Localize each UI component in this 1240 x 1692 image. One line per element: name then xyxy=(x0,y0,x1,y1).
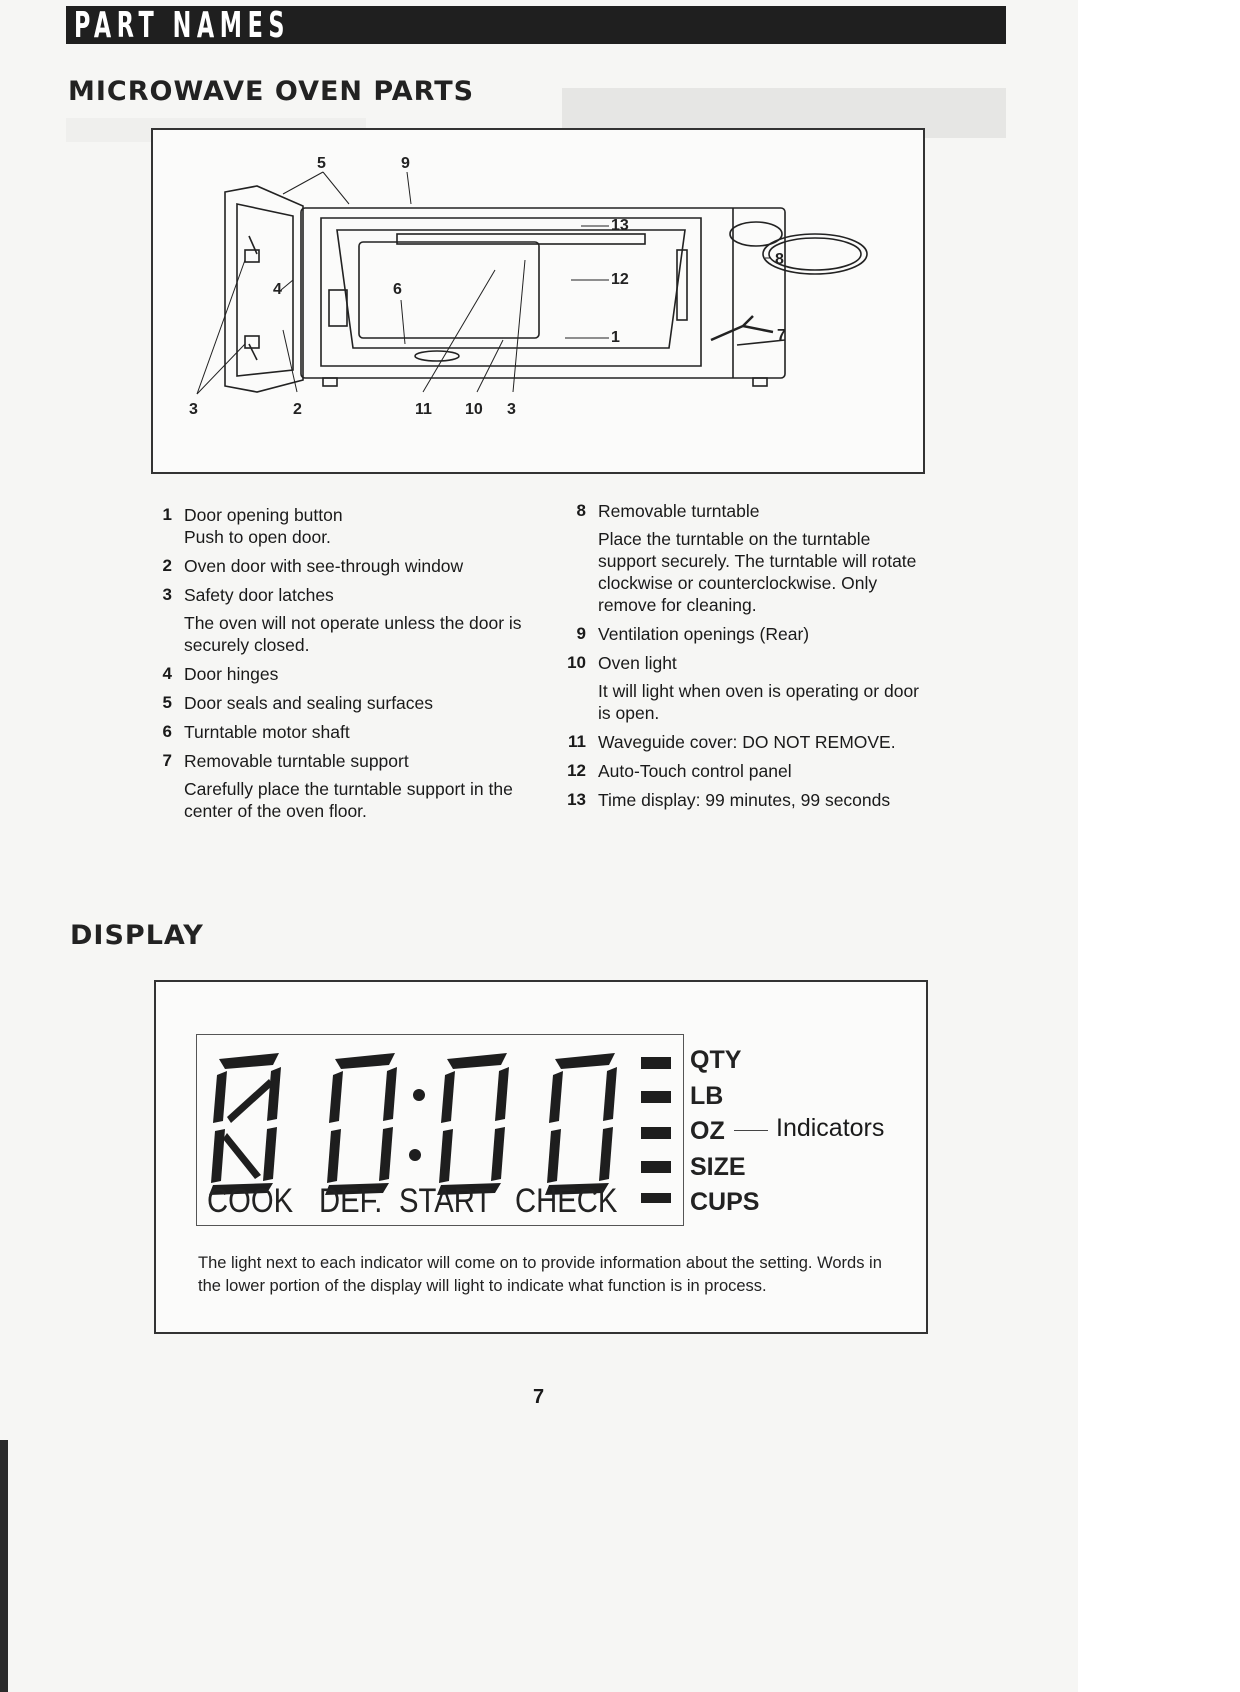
part-name: Safety door latches xyxy=(184,585,334,605)
oven-window-back xyxy=(359,242,539,338)
part-number: 6 xyxy=(162,722,172,741)
callout-label: 8 xyxy=(775,251,784,268)
callout-label: 12 xyxy=(611,271,629,288)
part-number: 4 xyxy=(162,664,172,683)
part-number: 8 xyxy=(576,501,586,520)
list-item xyxy=(564,652,924,724)
cavity-back-wall xyxy=(337,230,685,348)
paper-edge xyxy=(1078,0,1240,1692)
callout-label: 6 xyxy=(393,281,402,298)
oven-foot xyxy=(323,378,337,386)
part-number: 1 xyxy=(162,505,172,524)
oven-cavity xyxy=(321,218,701,366)
list-item xyxy=(564,789,924,811)
part-name: Waveguide cover: DO NOT REMOVE. xyxy=(598,732,896,752)
indicator-oz: OZ xyxy=(690,1117,725,1145)
list-item xyxy=(150,692,530,714)
list-item xyxy=(150,555,530,577)
callout-label: 11 xyxy=(415,401,432,418)
callout-label: 4 xyxy=(273,281,282,298)
list-item xyxy=(150,504,530,548)
parts-list-left xyxy=(150,504,530,829)
part-number: 11 xyxy=(568,732,586,751)
part-number: 13 xyxy=(567,790,586,809)
turntable-motor-shaft xyxy=(415,351,459,361)
indicator-lb: LB xyxy=(690,1082,724,1110)
list-item xyxy=(150,584,530,656)
part-note: Push to open door. xyxy=(184,527,331,547)
part-note: Carefully place the turntable support in the center of the oven floor. xyxy=(184,779,513,821)
part-name: Time display: 99 minutes, 99 seconds xyxy=(598,790,891,810)
part-number: 5 xyxy=(162,693,172,712)
part-name: Oven light xyxy=(598,653,677,673)
microwave-illustration xyxy=(153,130,927,476)
part-number: 9 xyxy=(576,624,586,643)
door-window xyxy=(237,204,293,376)
indicator-size: SIZE xyxy=(690,1153,746,1181)
callout-label: 3 xyxy=(507,401,516,418)
callout-label: 13 xyxy=(611,217,629,234)
oven-parts-diagram xyxy=(151,128,925,474)
scan-edge-strip xyxy=(0,1440,8,1692)
part-number: 2 xyxy=(162,556,172,575)
indicators-label: Indicators xyxy=(776,1114,885,1142)
indicators-leader-line xyxy=(734,1130,768,1131)
lcd-display xyxy=(196,1034,684,1226)
lcd-word-def: DEF. xyxy=(319,1182,383,1220)
display-description: The light next to each indicator will come on to provide information about the setting. Words in the lower portion of the display will light to indicate what function is in process. xyxy=(198,1254,882,1295)
parts-list-right xyxy=(564,500,924,818)
part-name: Removable turntable xyxy=(598,501,760,521)
list-item xyxy=(564,731,924,753)
header-bar xyxy=(66,6,1006,44)
part-name: Door seals and sealing surfaces xyxy=(184,693,434,713)
oven-light-panel xyxy=(677,250,687,320)
list-item xyxy=(564,760,924,782)
list-item xyxy=(564,500,924,616)
turntable-support xyxy=(711,316,773,340)
part-name: Door hinges xyxy=(184,664,279,684)
indicator-qty: QTY xyxy=(690,1046,742,1074)
section-title-display: DISPLAY xyxy=(70,920,204,951)
list-item xyxy=(150,721,530,743)
oven-foot xyxy=(753,378,767,386)
callout-label: 3 xyxy=(189,401,198,418)
lcd-word-start: START xyxy=(399,1182,493,1220)
page-header-title: PART NAMES xyxy=(74,5,291,46)
part-number: 3 xyxy=(162,585,172,604)
list-item xyxy=(564,623,924,645)
indicator-cups: CUPS xyxy=(690,1188,760,1216)
waveguide-cover xyxy=(329,290,347,326)
callout-label: 9 xyxy=(401,155,410,172)
part-name: Ventilation openings (Rear) xyxy=(598,624,810,644)
part-name: Oven door with see-through window xyxy=(184,556,464,576)
lcd-word-check: CHECK xyxy=(515,1182,618,1220)
part-number: 12 xyxy=(567,761,586,780)
part-number: 7 xyxy=(162,751,172,770)
part-name: Door opening button xyxy=(184,505,343,525)
lcd-word-cook: COOK xyxy=(207,1182,294,1220)
display-diagram xyxy=(154,980,928,1334)
callout-label: 1 xyxy=(611,329,620,346)
part-note: It will light when oven is operating or door is open. xyxy=(598,681,920,723)
callout-label: 2 xyxy=(293,401,302,418)
list-item xyxy=(150,663,530,685)
part-name: Turntable motor shaft xyxy=(184,722,350,742)
callout-label: 10 xyxy=(465,401,483,418)
callout-label: 7 xyxy=(777,327,786,344)
part-note: The oven will not operate unless the door is securely closed. xyxy=(184,613,522,655)
page-number: 7 xyxy=(533,1386,545,1408)
part-note: Place the turntable on the turntable support securely. The turntable will rotate clockwise or counterclockwise. Only remove for cleaning. xyxy=(598,529,917,615)
door-hinge xyxy=(249,236,257,254)
part-number: 10 xyxy=(567,653,586,672)
door-hinge xyxy=(249,344,257,360)
part-name: Removable turntable support xyxy=(184,751,409,771)
section-title-parts: MICROWAVE OVEN PARTS xyxy=(68,76,475,107)
list-item xyxy=(150,750,530,822)
callout-label: 5 xyxy=(317,155,326,172)
part-name: Auto-Touch control panel xyxy=(598,761,792,781)
safety-latch xyxy=(245,250,259,262)
safety-latch xyxy=(245,336,259,348)
